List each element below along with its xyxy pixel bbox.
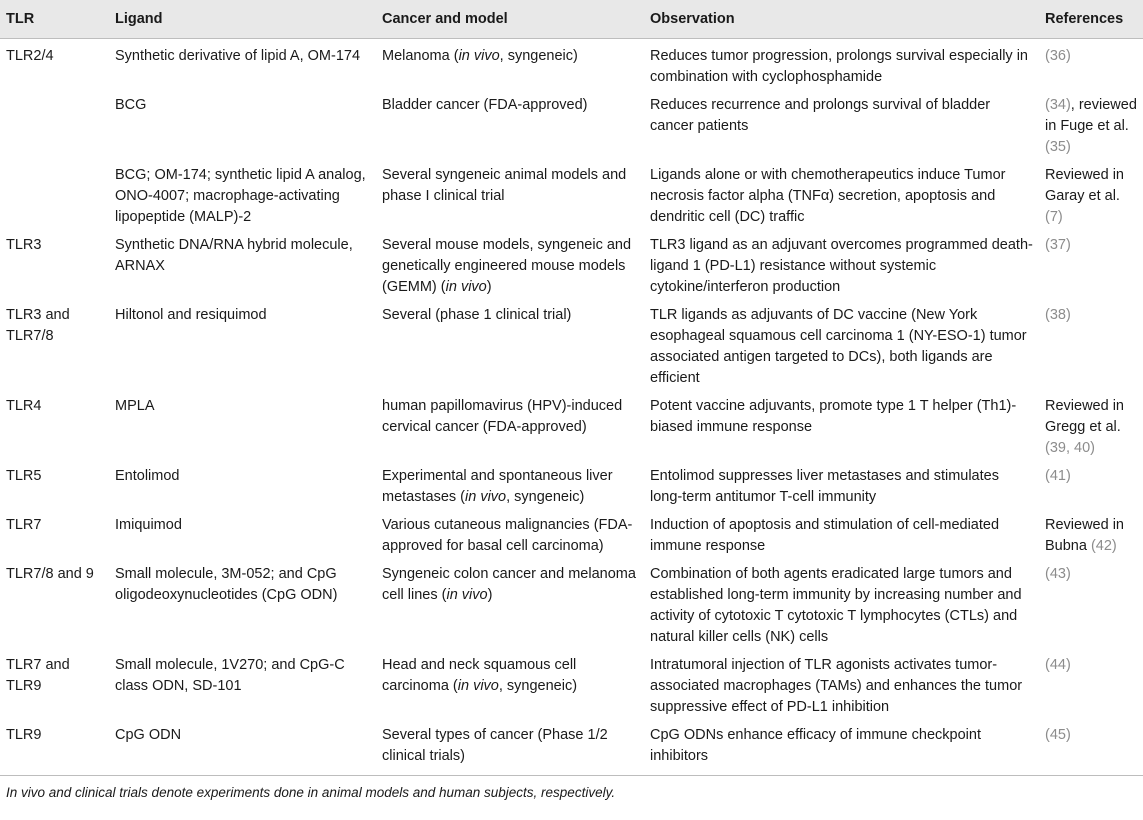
cancer-italic: in vivo bbox=[465, 489, 507, 505]
cell-references bbox=[1039, 718, 1143, 775]
header-tlr: TLR bbox=[0, 0, 109, 39]
cell-ligand: CpG ODN bbox=[115, 727, 182, 743]
table-row bbox=[0, 228, 1143, 298]
cell-references bbox=[1039, 557, 1143, 648]
cell-ligand: BCG; OM-174; synthetic lipid A analog, ONO-4007; macrophage-activating lipopeptide (MALP)-2 bbox=[115, 167, 366, 225]
table-footnote: In vivo and clinical trials denote experiments done in animal models and human subjects, respectively. bbox=[6, 785, 616, 800]
cell-references bbox=[1039, 648, 1143, 718]
header-observation: Observation bbox=[644, 0, 1039, 39]
reference-link[interactable]: (37) bbox=[1045, 237, 1071, 253]
cancer-italic: in vivo bbox=[458, 48, 500, 64]
cancer-text: Various cutaneous malignancies (FDA-approved for basal cell carcinoma) bbox=[382, 517, 633, 554]
reference-link[interactable]: (36) bbox=[1045, 48, 1071, 64]
reference-link[interactable]: (44) bbox=[1045, 657, 1071, 673]
cell-ligand: Hiltonol and resiquimod bbox=[115, 307, 267, 323]
table-row bbox=[0, 298, 1143, 389]
cancer-text: Several mouse models, syngeneic and genetically engineered mouse models (GEMM) ( bbox=[382, 237, 632, 295]
cell-references bbox=[1039, 158, 1143, 228]
cell-ligand: Synthetic DNA/RNA hybrid molecule, ARNAX bbox=[115, 237, 353, 274]
cell-tlr: TLR7 and TLR9 bbox=[6, 657, 70, 694]
table-row bbox=[0, 648, 1143, 718]
reference-text: Reviewed in Garay et al. bbox=[1045, 167, 1124, 204]
cell-ligand: BCG bbox=[115, 97, 147, 113]
cell-ligand: Small molecule, 3M-052; and CpG oligodeoxynucleotides (CpG ODN) bbox=[115, 566, 338, 603]
reference-link[interactable]: (34) bbox=[1045, 97, 1071, 113]
cancer-text: Syngeneic colon cancer and melanoma cell lines ( bbox=[382, 566, 636, 603]
cell-cancer-model bbox=[376, 298, 644, 389]
cell-references bbox=[1039, 389, 1143, 459]
cell-cancer-model bbox=[376, 88, 644, 158]
cell-observation: TLR3 ligand as an adjuvant overcomes programmed death-ligand 1 (PD-L1) resistance without systemic cytokine/interferon production bbox=[650, 237, 1033, 295]
cell-observation: Induction of apoptosis and stimulation of cell-mediated immune response bbox=[650, 517, 1000, 554]
cell-observation: Entolimod suppresses liver metastases and stimulates long-term antitumor T-cell immunity bbox=[650, 468, 999, 505]
cell-tlr: TLR9 bbox=[6, 727, 42, 743]
reference-text: Reviewed in Gregg et al. bbox=[1045, 398, 1124, 435]
cell-tlr bbox=[0, 158, 109, 228]
reference-text: Reviewed in Bubna bbox=[1045, 517, 1124, 554]
cell-references bbox=[1039, 508, 1143, 557]
cell-tlr: TLR5 bbox=[6, 468, 42, 484]
header-references: References bbox=[1039, 0, 1143, 39]
cell-observation: Reduces recurrence and prolongs survival of bladder cancer patients bbox=[650, 97, 991, 134]
table-row bbox=[0, 718, 1143, 775]
cell-tlr: TLR2/4 bbox=[6, 48, 54, 64]
cell-observation: TLR ligands as adjuvants of DC vaccine (New York esophageal squamous cell carcinoma 1 (NY-ESO-1) tumor associated antigen targeted to DCs), both ligands are efficient bbox=[650, 307, 1027, 386]
cell-ligand: Entolimod bbox=[115, 468, 180, 484]
cell-cancer-model bbox=[376, 557, 644, 648]
cancer-text: Several types of cancer (Phase 1/2 clinical trials) bbox=[382, 727, 608, 764]
cell-observation: Combination of both agents eradicated large tumors and established long-term immunity by increasing number and activity of cytotoxic T cytotoxic T lymphocytes (CTLs) and natural killer cells (NK) cells bbox=[650, 566, 1022, 645]
reference-link[interactable]: (41) bbox=[1045, 468, 1071, 484]
table-body bbox=[0, 39, 1143, 776]
cancer-text: Experimental and spontaneous liver metastases ( bbox=[382, 468, 613, 505]
table-row bbox=[0, 39, 1143, 89]
cancer-italic: in vivo bbox=[457, 678, 499, 694]
cancer-text-end: ) bbox=[486, 279, 492, 295]
table-row bbox=[0, 88, 1143, 158]
table-row bbox=[0, 158, 1143, 228]
cell-references bbox=[1039, 228, 1143, 298]
cancer-text-end: , syngeneic) bbox=[498, 678, 578, 694]
cell-observation: CpG ODNs enhance efficacy of immune checkpoint inhibitors bbox=[650, 727, 981, 764]
cell-tlr bbox=[0, 88, 109, 158]
cell-observation: Intratumoral injection of TLR agonists activates tumor-associated macrophages (TAMs) and enhances the tumor suppressive effect of PD-L1 inhibition bbox=[650, 657, 1023, 715]
cancer-text: Head and neck squamous cell carcinoma ( bbox=[382, 657, 577, 694]
cell-references bbox=[1039, 298, 1143, 389]
cell-references bbox=[1039, 88, 1143, 158]
cell-ligand: Small molecule, 1V270; and CpG-C class ODN, SD-101 bbox=[115, 657, 345, 694]
cell-observation: Reduces tumor progression, prolongs survival especially in combination with cyclophosphamide bbox=[650, 48, 1028, 85]
header-cancer-model: Cancer and model bbox=[376, 0, 644, 39]
reference-link[interactable]: (38) bbox=[1045, 307, 1071, 323]
cancer-text: Several syngeneic animal models and phase I clinical trial bbox=[382, 167, 627, 204]
cancer-italic: in vivo bbox=[446, 587, 488, 603]
cancer-text-end: , syngeneic) bbox=[499, 48, 578, 64]
cell-tlr: TLR7/8 and 9 bbox=[6, 566, 94, 582]
cell-references bbox=[1039, 39, 1143, 89]
cancer-text: Several (phase 1 clinical trial) bbox=[382, 307, 572, 323]
cell-cancer-model bbox=[376, 228, 644, 298]
cell-cancer-model bbox=[376, 459, 644, 508]
cell-observation: Potent vaccine adjuvants, promote type 1 T helper (Th1)-biased immune response bbox=[650, 398, 1017, 435]
cell-tlr: TLR7 bbox=[6, 517, 42, 533]
reference-link[interactable]: (7) bbox=[1045, 209, 1063, 225]
reference-link[interactable]: (35) bbox=[1045, 139, 1071, 155]
reference-text-end: , reviewed in Fuge et al. (35) bbox=[1045, 97, 1137, 155]
cell-ligand: Imiquimod bbox=[115, 517, 182, 533]
reference-link[interactable]: (39, 40) bbox=[1045, 440, 1095, 456]
table-row bbox=[0, 557, 1143, 648]
header-ligand: Ligand bbox=[109, 0, 376, 39]
cell-observation: Ligands alone or with chemotherapeutics induce Tumor necrosis factor alpha (TNFα) secretion, apoptosis and dendritic cell (DC) traffic bbox=[650, 167, 1006, 225]
cell-ligand: MPLA bbox=[115, 398, 155, 414]
cell-tlr: TLR4 bbox=[6, 398, 42, 414]
cell-cancer-model bbox=[376, 39, 644, 89]
cancer-italic: in vivo bbox=[445, 279, 487, 295]
table-row bbox=[0, 389, 1143, 459]
cancer-text: human papillomavirus (HPV)-induced cervical cancer (FDA-approved) bbox=[382, 398, 623, 435]
reference-link[interactable]: (42) bbox=[1090, 538, 1117, 554]
table-row bbox=[0, 459, 1143, 508]
reference-link[interactable]: (43) bbox=[1045, 566, 1071, 582]
reference-link[interactable]: (45) bbox=[1045, 727, 1071, 743]
cell-ligand: Synthetic derivative of lipid A, OM-174 bbox=[115, 48, 361, 64]
cancer-text: Bladder cancer (FDA-approved) bbox=[382, 97, 588, 113]
cell-cancer-model bbox=[376, 389, 644, 459]
cancer-text-end: ) bbox=[487, 587, 493, 603]
cancer-text: Melanoma ( bbox=[382, 48, 459, 64]
table-header-row bbox=[0, 0, 1143, 39]
cell-references bbox=[1039, 459, 1143, 508]
cell-cancer-model bbox=[376, 718, 644, 775]
cell-cancer-model bbox=[376, 648, 644, 718]
cancer-text-end: , syngeneic) bbox=[506, 489, 585, 505]
cell-tlr: TLR3 bbox=[6, 237, 42, 253]
cell-cancer-model bbox=[376, 158, 644, 228]
cell-tlr: TLR3 and TLR7/8 bbox=[6, 307, 70, 344]
table-row bbox=[0, 508, 1143, 557]
cell-cancer-model bbox=[376, 508, 644, 557]
